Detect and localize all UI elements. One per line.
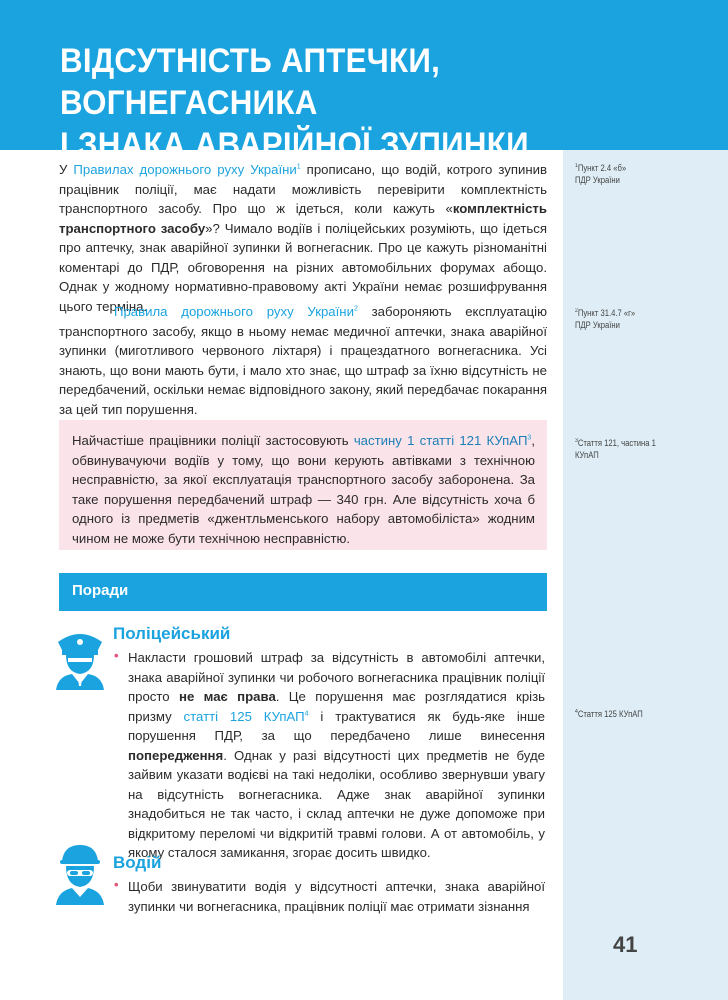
sidenote-line: Стаття 125 КУпАП [577,709,643,719]
police-title: Поліцейський [113,624,231,643]
text-run: Найчастіше працівники поліції застосовують [72,433,354,448]
bold-term: попередження [128,747,224,763]
bold-term: не має права [178,689,276,704]
footnote-ref-4[interactable]: 4 [304,710,309,718]
page-number: 41 [613,932,638,957]
kupap-121-link[interactable]: частину 1 статті 121 КУпАП [353,433,528,448]
sidenote-3 [575,435,694,461]
text-run: прописано, що водій, котрого зупинив працівник поліції, має надати можливість перевірити комплектність транспортного засобу. Про що ж ідеться, коли кажуть « [59,162,547,216]
footnote-ref-2[interactable]: 2 [353,305,358,313]
callout-text [72,431,535,548]
footnote-ref-1[interactable]: 1 [296,163,301,171]
sidenote-ref: 2 [575,308,578,314]
sidenote-ref: 4 [575,709,578,715]
text-run: , обвинувачуючи водіїв у тому, що вони керують автівками з технічною несправністю, за якої експлуатація транспортного засобу заборонена. За таке порушення передбачений штраф — 340 грн. Але відсутність хоча б одного із предметів «джентльменського набору автомобіліста» жодним чином не може бути технічною несправністю. [72,433,535,546]
text-run: . Однак у разі відсутності цих предметів не буде зайвим указати водієві на такі недоліки, особливо звернувши увагу на відсутність вогнегасника. Адже знак аварійної зупинки знадобиться не так часто, і склад аптечки не дуже допоможе при відкритому переломі чи відкритій травмі голови. А от автомобіль, у якому сталося замикання, згорає досить швидко. [128,747,545,860]
sidenote-line: Пункт 31.4.7 «г» [577,308,636,318]
kupap-125-link[interactable]: статті 125 КУпАП [183,708,305,724]
text-run: »? Чимало водіїв і поліцейських розуміють, що ідеться про аптечку, знак аварійної зупинки й вогнегасник. Про це кажуть різноманітні коментарі до ПДР, обговорення на різних автомобільних форумах абощо. Однак у жодному нормативно-правовому акті України немає розшифрування цього терміна. [59,220,547,314]
sidenote-line: Пункт 2.4 «б» [577,163,627,173]
text-run: забороняють експлуатацію транспортного засобу, якщо в ньому немає медичної аптечки, знака аварійної зупинки (миготливого червоного ліхтаря) і працездатного вогнегасника. Усі знають, що вони мають бути, і мало хто знає, що штраф за їхню відсутність не передбачений, оскільки немає відповідного закону, який передбачає покарання за цей тип порушення. [59,304,547,417]
sidenote-line: ПДР України [575,175,620,185]
sidenote-4 [575,706,694,720]
title-line-1: ВІДСУТНІСТЬ АПТЕЧКИ, ВОГНЕГАСНИКА [60,42,441,122]
tips-label: Поради [72,582,129,599]
driver-advice-text [128,877,545,916]
bullet-icon: • [114,648,119,663]
footnote-ref-3[interactable]: 3 [527,434,532,442]
police-advice-text [128,648,545,863]
sidenote-line: Стаття 121, частина 1 [577,438,656,448]
sidenote-2 [575,305,694,331]
bold-term: комплектність транспортного засобу [59,201,547,236]
text-run: Накласти грошовий штраф за відсутність в автомобілі аптечки, знака аварійної зупинки чи робочого вогнегасника працівник поліції просто [128,650,545,704]
text-run: У [59,162,74,177]
sidenote-1 [575,160,694,186]
margin-notes-panel [563,150,728,1000]
text-run: і трактуватися як будь-яке інше порушення ПДР, за що передбачено лише винесення [128,708,545,743]
pdr-link-2[interactable]: Правила дорожнього руху України [113,304,354,319]
pdr-link-1[interactable]: Правилах дорожнього руху України [73,162,297,177]
sidenote-line: ПДР України [575,320,620,330]
sidenote-ref: 1 [575,163,578,169]
driver-icon [52,843,108,905]
bullet-icon: • [114,877,119,892]
text-run: . Це порушення має розглядатися крізь призму [128,689,546,724]
sidenote-ref: 3 [575,438,578,444]
police-officer-icon [52,628,108,690]
page-title [60,40,649,166]
body-paragraph-1 [59,160,547,316]
sidenote-line: КУпАП [575,450,599,460]
text-run: Щоби звинуватити водія у відсутності аптечки, знака аварійної зупинки чи вогнегасника, працівник поліції має отримати зізнання [128,879,545,914]
tips-header-bar [59,573,547,611]
title-line-2: І ЗНАКА АВАРІЙНОЇ ЗУПИНКИ [60,126,529,164]
body-paragraph-2 [59,302,547,419]
driver-title: Водій [113,853,162,872]
